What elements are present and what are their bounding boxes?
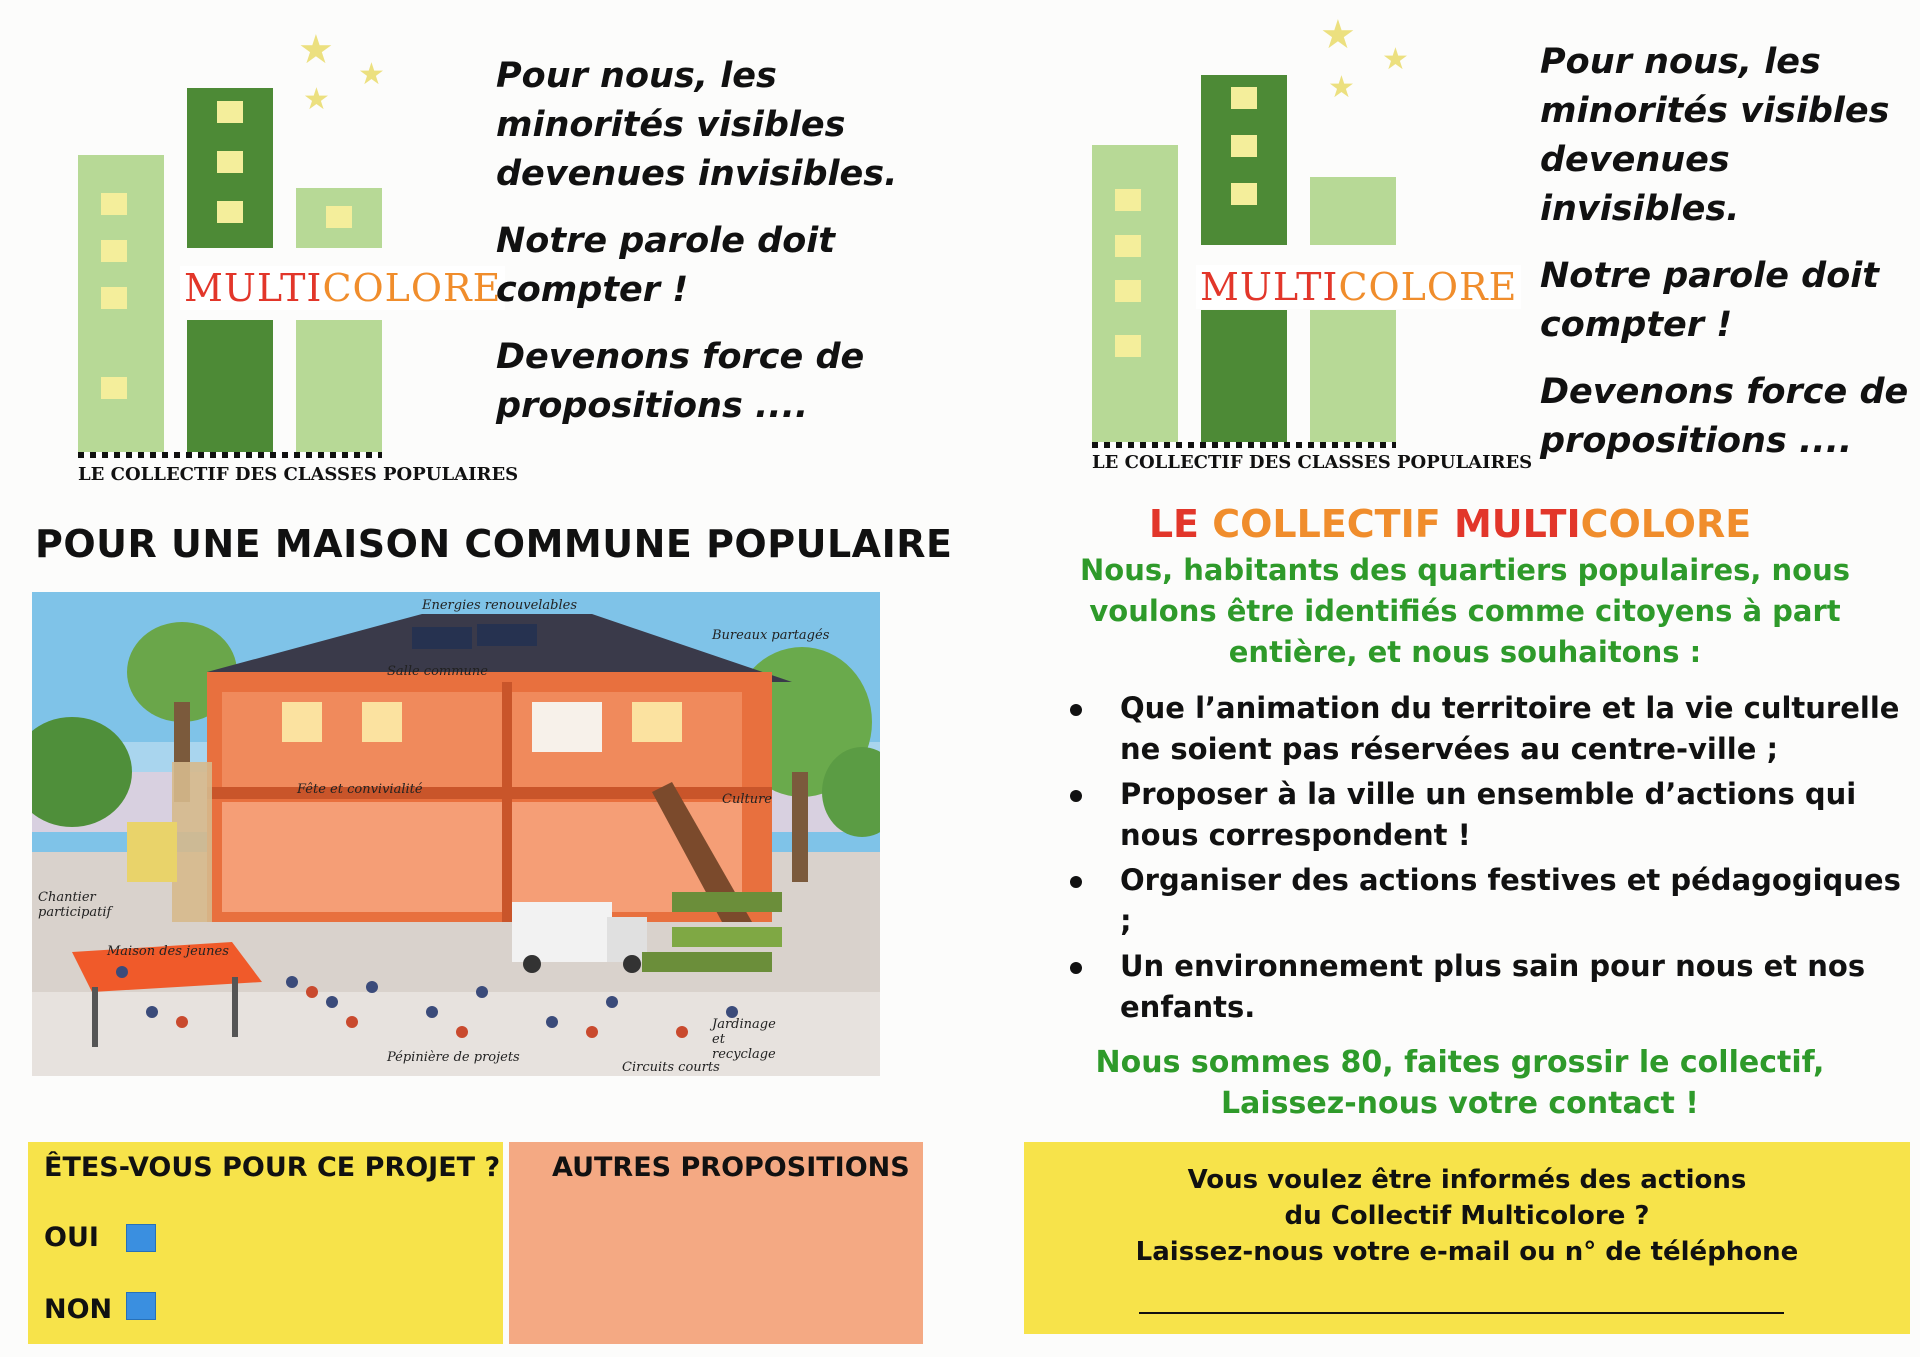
no-checkbox[interactable] [126,1292,156,1320]
slogan [1540,38,1920,484]
star-icon: ★ [358,57,385,92]
vote-box [28,1142,503,1344]
vote-box-title: ÊTES-VOUS POUR CE PROJET ? [44,1152,501,1183]
illustration-label: Pépinière de projets [387,1050,520,1065]
logo [1092,12,1533,485]
list-item: Que l’animation du territoire et la vie culturelle ne soient pas réservées au centre-ville ; [1070,688,1910,770]
page-title: POUR UNE MAISON COMMUNE POPULAIRE [35,522,953,566]
building-center-bottom [1201,310,1287,445]
illustration-label: Circuits courts [622,1060,720,1075]
brand-name: MULTICOLORE [180,266,505,310]
slogan-line: Devenons force de propositions .... [496,337,865,426]
building-left [78,155,164,455]
contact-box [1024,1142,1910,1334]
illustration-label: Jardinage et recyclage [712,1017,776,1062]
illustration-label: Salle commune [387,664,488,679]
star-icon: ★ [1320,12,1356,58]
building-center-bottom [187,320,273,455]
slogan-line: Notre parole doit compter ! [496,221,835,310]
wishes-list [1070,688,1910,1032]
proposals-box-title: AUTRES PROPOSITIONS [552,1152,910,1183]
illustration-label: Chantier participatif [38,890,112,920]
illustration-label: Energies renouvelables [422,598,578,613]
building-right-bottom [296,320,382,455]
brand-caption: LE COLLECTIF DES CLASSES POPULAIRES [78,464,519,485]
collectif-title: LE COLLECTIF MULTICOLORE [1148,502,1752,546]
proposals-box[interactable] [509,1142,923,1344]
illustration-label: Maison des jeunes [107,944,229,959]
brand-caption: LE COLLECTIF DES CLASSES POPULAIRES [1092,452,1533,473]
star-icon: ★ [298,27,334,73]
star-icon: ★ [1382,42,1409,77]
slogan [496,52,916,449]
illustration-label: Fête et convivialité [297,782,423,797]
no-label: NON [44,1294,113,1325]
illustration-label: Bureaux partagés [712,628,830,643]
brand-name: MULTICOLORE [1196,265,1521,309]
building-right-bottom [1310,310,1396,445]
right-page [1010,0,1920,1357]
building-center-top [187,88,273,248]
yes-checkbox[interactable] [126,1224,156,1252]
list-item: Proposer à la ville un ensemble d’actions qui nous correspondent ! [1070,774,1910,856]
list-item: Organiser des actions festives et pédagogiques ; [1070,860,1910,942]
intro-text: Nous, habitants des quartiers populaires, nous voulons être identifiés comme citoyens à part entière, et nous souhaitons : [1080,553,1850,669]
closing-text: Nous sommes 80, faites grossir le collectif, Laissez-nous votre contact ! [1095,1045,1825,1121]
logo [78,27,519,490]
building-left [1092,145,1178,445]
building-right-top [296,188,382,248]
building-right-top [1310,177,1396,245]
contact-input-line[interactable] [1139,1312,1784,1314]
contact-text: Vous voulez être informés des actions du Collectif Multicolore ? Laissez-nous votre e-mail ou n° de téléphone [1135,1165,1799,1267]
star-icon: ★ [303,82,330,117]
yes-label: OUI [44,1222,99,1253]
slogan-line: Devenons force de propositions .... [1540,372,1909,461]
star-icon: ★ [1328,70,1355,105]
slogan-line: Notre parole doit compter ! [1540,256,1879,345]
slogan-line: Pour nous, les minorités visibles devenues invisibles. [496,56,898,194]
maison-commune-illustration [32,592,880,1076]
building-center-top [1201,75,1287,245]
list-item: Un environnement plus sain pour nous et nos enfants. [1070,946,1910,1028]
illustration-label: Culture [722,792,772,807]
slogan-line: Pour nous, les minorités visibles devenues invisibles. [1540,42,1890,229]
